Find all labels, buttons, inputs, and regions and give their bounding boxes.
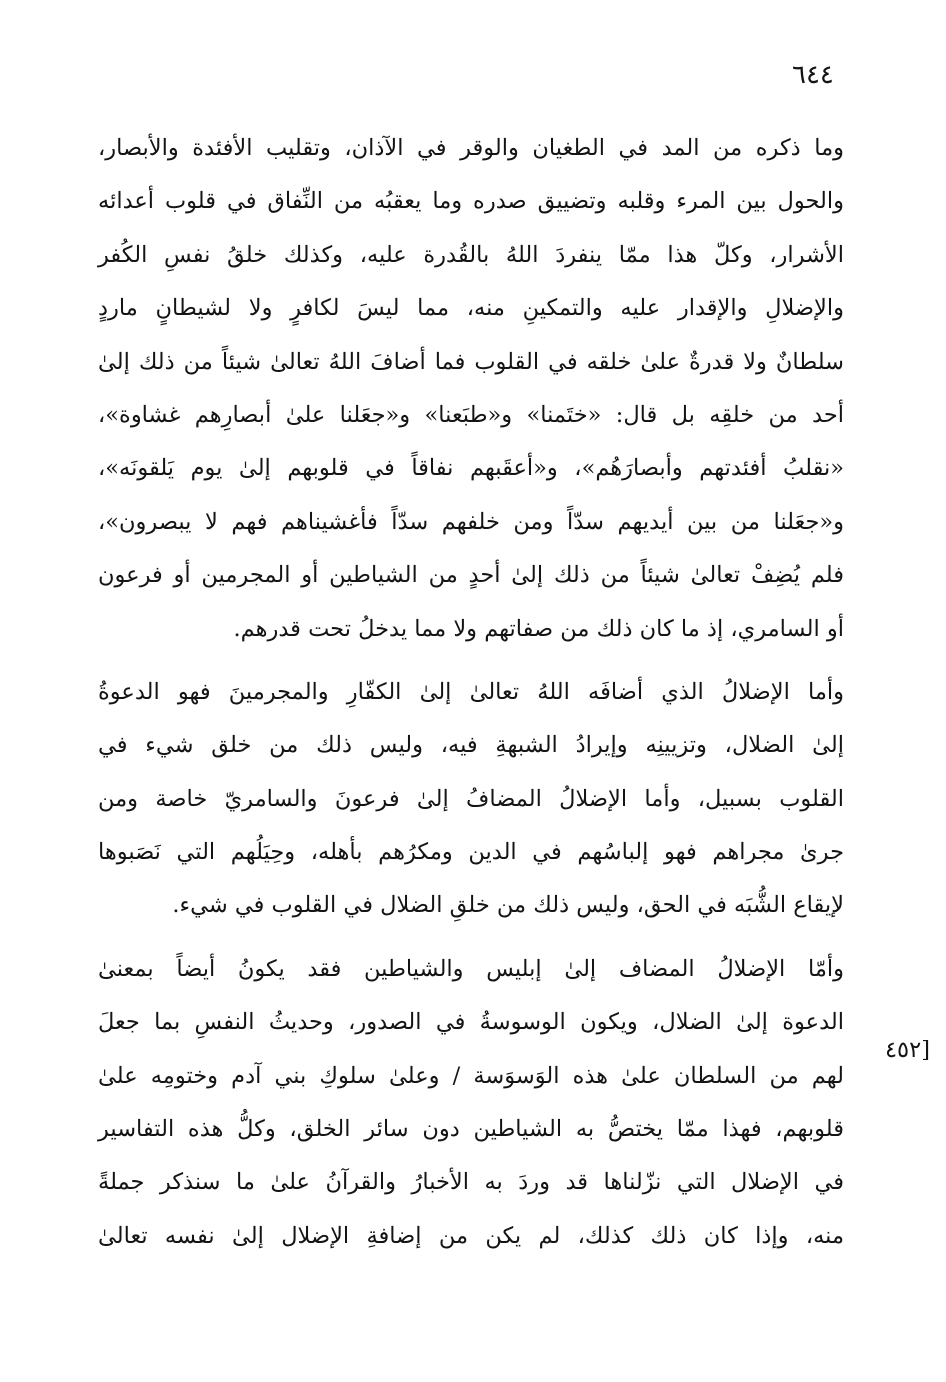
text-line: وأمّا الإضلالُ المضاف إلىٰ إبليس والشياطين فقد يكونُ أيضاً بمعنىٰ bbox=[98, 955, 844, 982]
page-number: ٦٤٤ bbox=[792, 60, 834, 90]
body-text bbox=[98, 124, 844, 1265]
paragraph-1 bbox=[98, 124, 844, 658]
text-line: «نقلبُ أفئدتهم وأبصارَهُم»، و«أعقَبهم نفاقاً في قلوبهم إلىٰ يوم يَلقونَه»، bbox=[98, 455, 844, 482]
text-line: الدعوة إلىٰ الضلال، ويكون الوسوسةُ في الصدور، وحديثُ النفسِ بما جعلَ bbox=[98, 1009, 844, 1036]
text-line: و«جعَلنا من بين أيديهم سدّاً ومن خلفهم سدّاً فأغشيناهم فهم لا يبصرون»، bbox=[98, 508, 844, 535]
paragraph-2 bbox=[98, 668, 844, 935]
text-line: إلىٰ الضلال، وتزيينِه وإيرادُ الشبهةِ فيه، وليس ذلك من خلق شيء في bbox=[98, 732, 844, 759]
text-line: فلم يُضِفْ تعالىٰ شيئاً من ذلك إلىٰ أحدٍ من الشياطين أو المجرمين أو فرعون bbox=[98, 562, 844, 589]
text-line: أحد من خلقِه بل قال: «ختَمنا» و«طبَعنا» و«جعَلنا علىٰ أبصارِهم غشاوة»، bbox=[98, 401, 844, 428]
text-line: لهم من السلطان علىٰ هذه الوَسوَسة / وعلىٰ سلوكِ بني آدم وختومِه علىٰ bbox=[98, 1062, 844, 1089]
text-line: سلطانٌ ولا قدرةٌ علىٰ خلقه في القلوب فما أضافَ اللهُ تعالىٰ شيئاً من ذلك إلىٰ bbox=[98, 348, 844, 375]
paragraph-3 bbox=[98, 945, 844, 1265]
text-line: لإيقاع الشُّبَه في الحق، وليس ذلك من خلقِ الضلال في القلوب في شيء. bbox=[172, 892, 844, 919]
text-line: جرىٰ مجراهم فهو إلباسُهم في الدين ومكرُهم بأهله، وحِيَلُهم التي نَصَبوها bbox=[98, 839, 844, 866]
text-line: في الإضلال التي نزّلناها قد وردَ به الأخبارُ والقرآنُ علىٰ ما سنذكر جملةً bbox=[98, 1169, 844, 1196]
text-line: والإضلالِ والإقدار عليه والتمكينِ منه، مما ليسَ لكافرٍ ولا لشيطانٍ ماردٍ bbox=[98, 295, 844, 322]
text-line: منه، وإذا كان ذلك كذلك، لم يكن من إضافةِ الإضلال إلىٰ نفسه تعالىٰ bbox=[98, 1222, 844, 1249]
margin-reference: [٤٥٢ bbox=[884, 1037, 930, 1063]
text-line: القلوب بسبيل، وأما الإضلالُ المضافُ إلىٰ فرعونَ والسامريّ خاصة ومن bbox=[98, 785, 844, 812]
text-line: قلوبهم، فهذا ممّا يختصُّ به الشياطين دون سائر الخلق، وكلُّ هذه التفاسير bbox=[98, 1116, 844, 1143]
paragraph-spacer bbox=[98, 658, 844, 668]
text-line: وما ذكره من المد في الطغيان والوقر في الآذان، وتقليب الأفئدة والأبصار، bbox=[98, 135, 844, 161]
text-line: وأما الإضلالُ الذي أضافَه اللهُ تعالىٰ إلىٰ الكفّارِ والمجرمينَ فهو الدعوةُ bbox=[98, 678, 844, 705]
text-line: أو السامري، إذ ما كان ذلك من صفاتهم ولا مما يدخلُ تحت قدرهم. bbox=[233, 615, 844, 642]
text-line: والحول بين المرء وقلبه وتضييق صدره وما يعقبُه من النِّفاق في قلوب أعدائه bbox=[98, 188, 844, 215]
paragraph-spacer bbox=[98, 935, 844, 945]
text-line: الأشرار، وكلّ هذا ممّا ينفردَ اللهُ بالقُدرة عليه، وكذلك خلقُ نفسِ الكُفر bbox=[98, 241, 844, 268]
